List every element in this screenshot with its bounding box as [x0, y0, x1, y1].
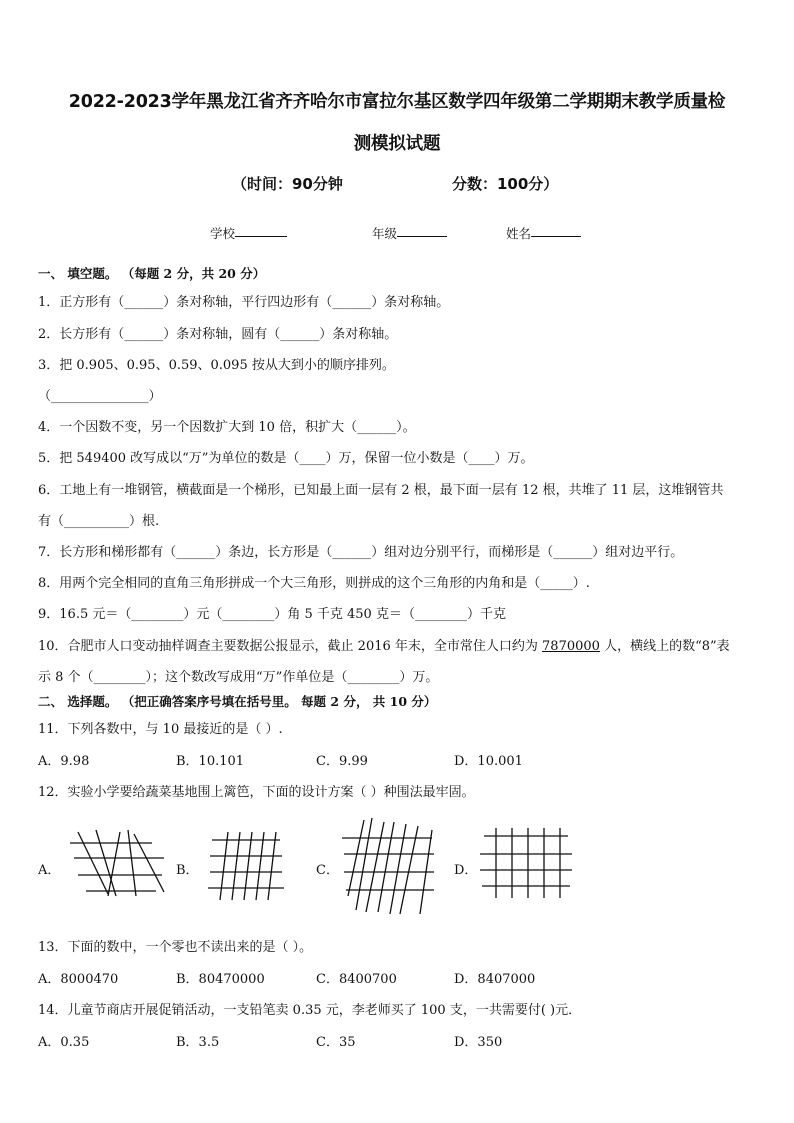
- question-10-text-end: 人，横线上的数“8”表: [599, 639, 730, 654]
- question-10-line2: 示 8 个（________）；这个数改写成用“万”作单位是（________）万。: [38, 670, 439, 685]
- q11-option-d[interactable]: D．10.001: [454, 754, 523, 769]
- q13-option-d[interactable]: D．8407000: [454, 972, 536, 987]
- fence-diagram-a: [68, 826, 168, 900]
- grade-field[interactable]: [372, 224, 397, 242]
- fence-diagram-c: [340, 816, 440, 918]
- q11-option-b[interactable]: B．10.101: [176, 754, 245, 769]
- q12-option-d[interactable]: D．: [454, 863, 478, 878]
- question-6-line2: 有（__________）根.: [38, 514, 160, 529]
- q12-option-c[interactable]: C．: [316, 863, 339, 878]
- section-heading-fill-in: 一、 填空题。 （每题 2 分，共 20 分）: [38, 266, 266, 281]
- q13-option-c[interactable]: C．8400700: [316, 972, 397, 987]
- question-12: 12．实验小学要给蔬菜基地围上篱笆，下面的设计方案（ ）种围法最牢固。: [38, 785, 475, 800]
- q11-option-a[interactable]: A．9.98: [38, 754, 90, 769]
- question-4: 4．一个因数不变，另一个因数扩大到 10 倍，积扩大（______）。: [38, 420, 416, 435]
- q11-option-c[interactable]: C．9.99: [316, 754, 368, 769]
- question-3-answer-blank: （_______________）: [38, 389, 162, 404]
- exam-title-line2: 测模拟试题: [353, 134, 441, 154]
- name-field[interactable]: [506, 224, 531, 242]
- name-label: 姓名: [506, 226, 532, 241]
- question-5: 5．把 549400 改写成以“万”为单位的数是（____）万，保留一位小数是（____）万。: [38, 451, 534, 466]
- question-1: 1．正方形有（______）条对称轴，平行四边形有（______）条对称轴。: [38, 295, 450, 310]
- question-11: 11．下列各数中，与 10 最接近的是（ ）.: [38, 722, 283, 737]
- q14-option-a[interactable]: A．0.35: [38, 1035, 90, 1050]
- q14-option-b[interactable]: B．3.5: [176, 1035, 220, 1050]
- q13-option-b[interactable]: B．80470000: [176, 972, 265, 987]
- fence-diagram-d: [478, 826, 578, 900]
- question-10-text: 10．合肥市人口变动抽样调查主要数据公报显示，截止 2016 年末，全市常住人口约为: [38, 639, 543, 654]
- question-8: 8．用两个完全相同的直角三角形拼成一个大三角形，则拼成的这个三角形的内角和是（_____）.: [38, 576, 590, 591]
- question-2: 2．长方形有（______）条对称轴，圆有（______）条对称轴。: [38, 327, 398, 342]
- grade-label: 年级: [372, 226, 398, 241]
- total-score: 分数：100分）: [452, 175, 559, 193]
- time-limit: （时间：90分钟: [232, 175, 343, 193]
- q12-option-a[interactable]: A．: [38, 863, 61, 878]
- section-heading-multiple-choice: 二、 选择题。 （把正确答案序号填在括号里。 每题 2 分， 共 10 分）: [38, 694, 437, 709]
- school-field[interactable]: [210, 224, 235, 242]
- q14-option-c[interactable]: C．35: [316, 1035, 356, 1050]
- school-label: 学校: [210, 226, 236, 241]
- question-9: 9．16.5 元＝（________）元（________）角 5 千克 450 克＝（________）千克: [38, 607, 506, 622]
- question-3: 3．把 0.905、0.95、0.59、0.095 按从大到小的顺序排列。: [38, 358, 395, 373]
- exam-title-line1: 2022-2023学年黑龙江省齐齐哈尔市富拉尔基区数学四年级第二学期期末教学质量检: [68, 92, 726, 112]
- question-10-line1: [38, 635, 730, 654]
- q13-option-a[interactable]: A．8000470: [38, 972, 119, 987]
- q14-option-d[interactable]: D．350: [454, 1035, 503, 1050]
- underlined-number: 7870000: [542, 639, 600, 654]
- fence-diagram-b: [206, 830, 286, 904]
- q12-option-b[interactable]: B．: [176, 863, 199, 878]
- question-6-line1: 6．工地上有一堆钢管，横截面是一个梯形，已知最上面一层有 2 根，最下面一层有 12 根，共堆了 11 层，这堆钢管共: [38, 483, 724, 498]
- question-13: 13．下面的数中，一个零也不读出来的是（ ）。: [38, 940, 313, 955]
- question-14: 14．儿童节商店开展促销活动，一支铅笔卖 0.35 元，李老师买了 100 支，一共需要付( )元．: [38, 1003, 582, 1018]
- question-7: 7．长方形和梯形都有（______）条边，长方形是（______）组对边分别平行，而梯形是（______）组对边平行。: [38, 545, 684, 560]
